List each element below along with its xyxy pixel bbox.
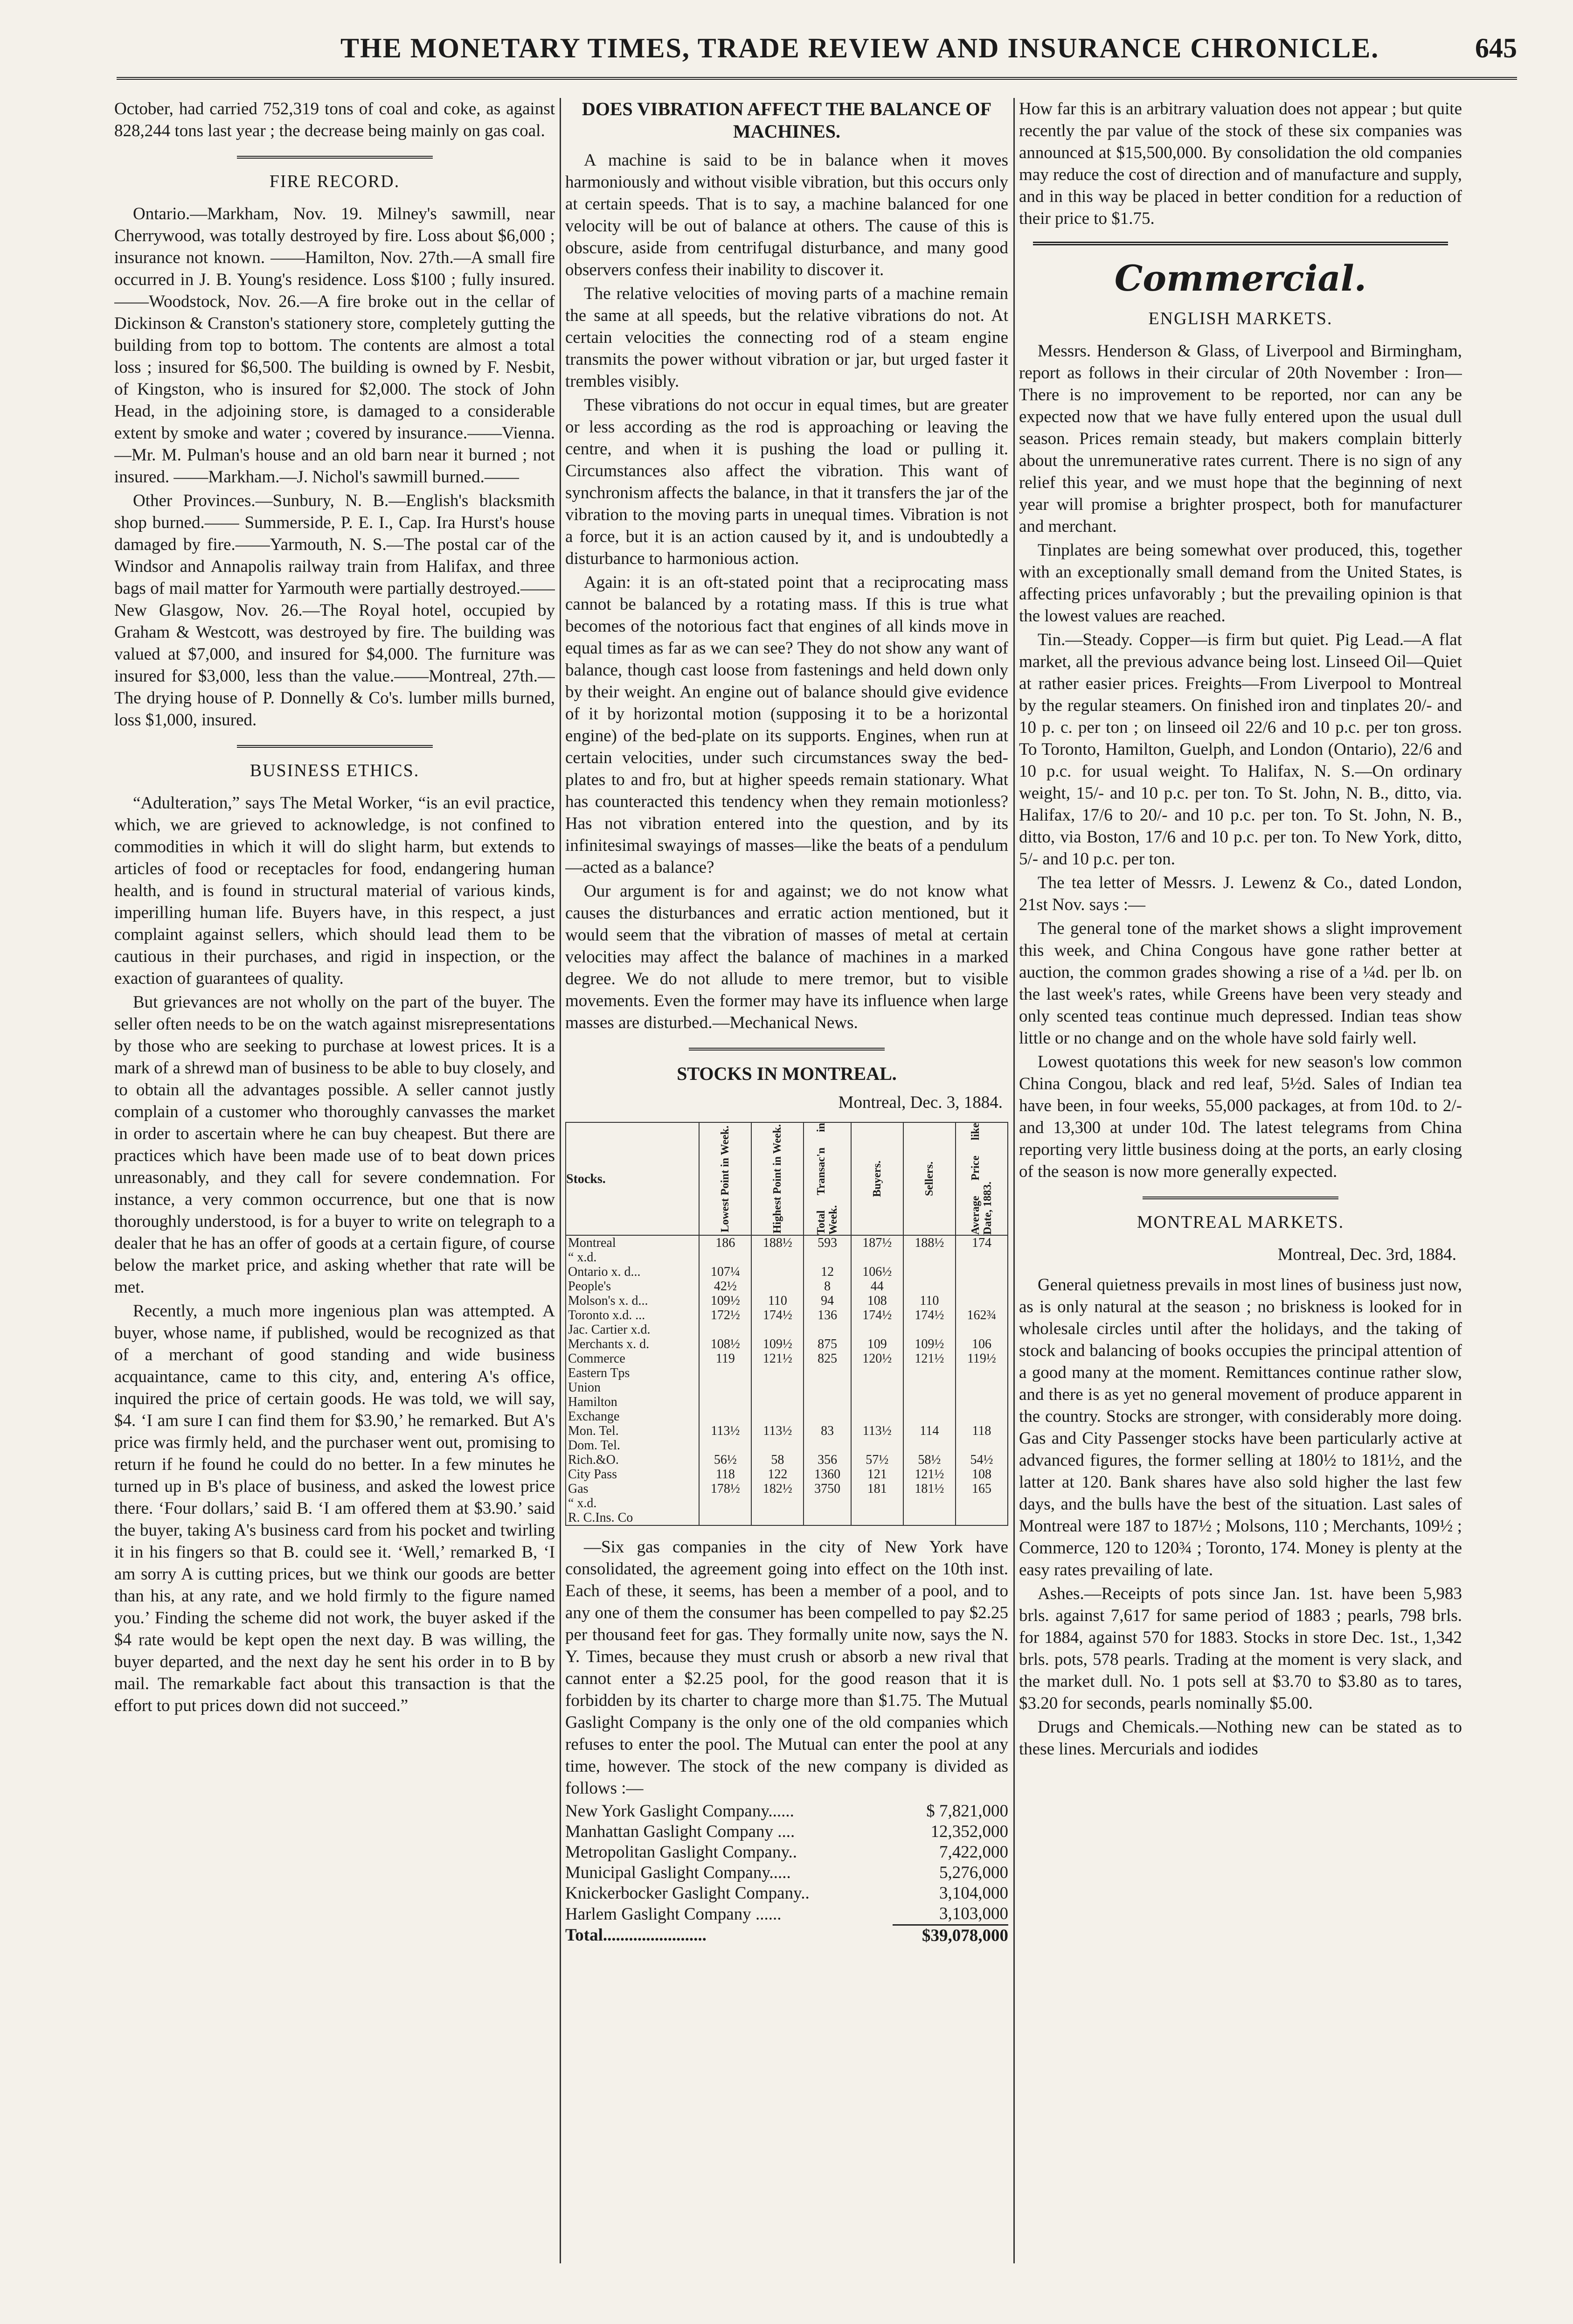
- stock-value: 178½: [699, 1482, 751, 1496]
- stock-value: [804, 1496, 851, 1510]
- stock-value: [699, 1510, 751, 1525]
- stock-value: [751, 1510, 804, 1525]
- stock-value: 109½: [751, 1337, 804, 1351]
- fire-record-ontario: Ontario.—Markham, Nov. 19. Milney's sawmill, near Cherrywood, was totally destroyed by fire. Loss about $6,000 ; insurance not known. ——Hamilton, Nov. 27th.—A small fire occurred in J. B. Young's residence. Loss $100 ; fully insured.——Woodstock, Nov. 26.—A fire broke out in the cellar of Dickinson & Cranston's stationery store, completely gutting the building from top to bottom. The contents are almost a total loss ; insured for $6,500. The building is owned by F. Nesbit, of Kingston, who is insured for $2,000. The stock of John Head, in the adjoining store, is damaged to a considerable extent by smoke and water ; covered by insurance.——Vienna.—Mr. M. Pulman's house and an old barn near it burned ; not insured. ——Markham.—J. Nichol's sawmill burned.——: [114, 204, 555, 487]
- stock-name: Eastern Tps: [566, 1366, 699, 1380]
- section-divider: [689, 1048, 885, 1051]
- stocks-table: [565, 1122, 1008, 1526]
- stock-value: [751, 1279, 804, 1294]
- total-label: Total........................: [565, 1926, 707, 1945]
- stocks-header-row: [566, 1122, 1008, 1235]
- section-divider: [1033, 242, 1448, 245]
- column-rule: [1013, 98, 1015, 2263]
- stock-value: 188½: [903, 1235, 956, 1250]
- stock-name: Rich.&O.: [566, 1453, 699, 1467]
- stock-value: [956, 1438, 1008, 1453]
- stock-value: [903, 1496, 956, 1510]
- gas-company-amount: 3,104,000: [939, 1884, 1008, 1903]
- stock-value: 825: [804, 1351, 851, 1366]
- stock-value: 162¾: [956, 1308, 1008, 1322]
- stock-value: [851, 1496, 903, 1510]
- stock-value: [956, 1250, 1008, 1265]
- stock-value: 113½: [751, 1424, 804, 1438]
- stock-value: [699, 1438, 751, 1453]
- gas-company-name: New York Gaslight Company......: [565, 1802, 794, 1821]
- stock-value: [699, 1366, 751, 1380]
- column-middle: [565, 98, 1008, 2263]
- total-row: [565, 1925, 1008, 1947]
- stocks-row: [566, 1496, 1008, 1510]
- stock-name: City Pass: [566, 1467, 699, 1482]
- stock-value: [956, 1510, 1008, 1525]
- stock-value: [956, 1409, 1008, 1424]
- stock-value: [956, 1265, 1008, 1279]
- stock-value: 56½: [699, 1453, 751, 1467]
- stock-value: [699, 1496, 751, 1510]
- stock-value: 58½: [903, 1453, 956, 1467]
- stock-value: 119½: [956, 1351, 1008, 1366]
- stock-value: 108: [956, 1467, 1008, 1482]
- fire-record-other-provinces: Other Provinces.—Sunbury, N. B.—English's blacksmith shop burned.—— Summerside, P. E. I., Cap. Ira Hurst's house damaged by fire.——Yarmouth, N. S.—The postal car of the Windsor and Annapolis railway train from Halifax, and three bags of mail matter for Yarmouth were partially destroyed.——New Glasgow, Nov. 26.—The Royal hotel, occupied by Graham & Westcott, was destroyed by fire. The building was valued at $7,000, and insured for $4,000. The furniture was insured for $3,000, less than the value.——Montreal, 27th.—The drying house of P. Donnelly & Co's. lumber mills burned, loss $1,000, insured.: [114, 491, 555, 730]
- english-markets-paragraph: The general tone of the market shows a slight improvement this week, and China Congous have gone rather better at auction, the common grades showing a rise of a ¼d. per lb. on the last week's rates, while Greens have been very steady and only scented teas continue much depressed. Indian teas show little or no change and on the whole have sold fairly well.: [1019, 919, 1462, 1048]
- stock-value: 113½: [851, 1424, 903, 1438]
- stock-value: [903, 1279, 956, 1294]
- stock-value: 120½: [851, 1351, 903, 1366]
- montreal-markets-heading: MONTREAL MARKETS.: [1136, 1212, 1344, 1232]
- stock-value: 121½: [903, 1467, 956, 1482]
- stocks-row: [566, 1510, 1008, 1525]
- stock-value: [851, 1366, 903, 1380]
- stock-value: 118: [956, 1424, 1008, 1438]
- stock-name: R. C.Ins. Co: [566, 1510, 699, 1525]
- gas-consolidation-paragraph: —Six gas companies in the city of New York have consolidated, the agreement going into effect on the 10th inst. Each of these, it seems, has been a member of a pool, and to any one of them the consumer has been compelled to pay $2.25 per thousand feet for gas. They formally unite now, says the N. Y. Times, because they must crush or absorb a new rival that cannot enter a $2.25 pool, for the good reason that it is forbidden by its charter to charge more than $1.75. The Mutual Gaslight Company is the only one of the old companies which refuses to enter the pool. The Mutual can enter the pool at any time, however. The stock of the new company is divided as follows :—: [565, 1538, 1008, 1798]
- stock-name: Exchange: [566, 1409, 699, 1424]
- vibration-paragraph: Again: it is an oft-stated point that a reciprocating mass cannot be balanced by a rotating mass. If this is true what becomes of the notorious fact that engines of all kinds move in equal times as far as we can see? They do not show any want of balance, though cast loose from fastenings and held down only by their weight. An engine out of balance should give evidence of it by horizontal motion (supposing it to be a horizontal engine) of the bed-plate on its supports. Engines, when run at certain velocities, under such circumstances sway the bed-plates to and fro, but at higher speeds remain stationary. What has counteracted this tendency when they remain motionless? Has not vibration entered into the question, and by its infinitesimal swayings of masses—like the beats of a pendulum—acted as a balance?: [565, 573, 1008, 877]
- montreal-markets-paragraph: Drugs and Chemicals.—Nothing new can be stated as to these lines. Mercurials and iodides: [1019, 1718, 1462, 1759]
- stock-value: 187½: [851, 1235, 903, 1250]
- stock-value: 186: [699, 1235, 751, 1250]
- coal-paragraph: October, had carried 752,319 tons of coal and coke, as against 828,244 tons last year ; the decrease being mainly on gas coal.: [114, 99, 555, 140]
- stock-value: [804, 1366, 851, 1380]
- page-number: 645: [1475, 33, 1517, 63]
- vibration-paragraph: A machine is said to be in balance when it moves harmoniously and without visible vibration, but this occurs only at certain speeds. That is to say, a machine balanced for one velocity will be out of balance at others. The cause of this is obscure, aside from centrifugal disturbance, and many good observers confess their inability to discover it.: [565, 151, 1008, 279]
- stocks-row: [566, 1482, 1008, 1496]
- stock-value: 12: [804, 1265, 851, 1279]
- stocks-col-header: Average Price like Date, 1883.: [956, 1122, 1008, 1235]
- gas-companies-table: [565, 1801, 1008, 1946]
- stock-value: 8: [804, 1279, 851, 1294]
- column-left: [114, 98, 555, 2263]
- stock-value: 109: [851, 1337, 903, 1351]
- gas-company-name: Metropolitan Gaslight Company..: [565, 1843, 797, 1862]
- stocks-row: [566, 1294, 1008, 1308]
- stocks-col-header: Stocks.: [566, 1122, 699, 1235]
- stocks-row: [566, 1265, 1008, 1279]
- stock-value: 108½: [699, 1337, 751, 1351]
- stock-name: Hamilton: [566, 1395, 699, 1409]
- stock-value: 83: [804, 1424, 851, 1438]
- gas-company-name: Harlem Gaslight Company ......: [565, 1904, 782, 1924]
- stock-value: [851, 1250, 903, 1265]
- english-markets-paragraph: Tinplates are being somewhat over produced, this, together with an exceptionally small demand from the United States, is affecting prices unfavorably ; but the prevailing opinion is that the lowest values are reached.: [1019, 541, 1462, 626]
- stock-name: Montreal: [566, 1235, 699, 1250]
- stock-value: [903, 1510, 956, 1525]
- stock-value: 356: [804, 1453, 851, 1467]
- stocks-row: [566, 1337, 1008, 1351]
- gas-company-row: [565, 1883, 1008, 1904]
- stock-value: 109½: [903, 1337, 956, 1351]
- stock-value: 136: [804, 1308, 851, 1322]
- stock-value: 875: [804, 1337, 851, 1351]
- stock-value: 188½: [751, 1235, 804, 1250]
- stock-value: [751, 1366, 804, 1380]
- stock-value: [699, 1322, 751, 1337]
- stock-value: 174½: [851, 1308, 903, 1322]
- stock-value: 593: [804, 1235, 851, 1250]
- stock-value: [751, 1265, 804, 1279]
- stocks-row: [566, 1351, 1008, 1366]
- stock-value: [699, 1380, 751, 1395]
- gas-company-row: [565, 1842, 1008, 1863]
- stock-value: 165: [956, 1482, 1008, 1496]
- stock-value: 106: [956, 1337, 1008, 1351]
- gas-company-name: Knickerbocker Gaslight Company..: [565, 1884, 810, 1903]
- gas-company-name: Municipal Gaslight Company.....: [565, 1863, 791, 1882]
- stock-value: [804, 1322, 851, 1337]
- stock-value: 118: [699, 1467, 751, 1482]
- gas-company-row: [565, 1822, 1008, 1842]
- stock-value: 114: [903, 1424, 956, 1438]
- stocks-row: [566, 1409, 1008, 1424]
- stock-value: [804, 1510, 851, 1525]
- stocks-row: [566, 1438, 1008, 1453]
- column-rule: [560, 98, 561, 2263]
- vibration-paragraph: These vibrations do not occur in equal times, but are greater or less according as the rod is approaching or leaving the centre, and when it is pushing the load or pulling it. Circumstances also affect the vibration. This want of synchronism affects the balance, in that it transfers the jar of the vibration to the moving parts in unequal times. Vibration is not a force, but it is an action caused by it, and is undoubtedly a disturbance to harmonious action.: [565, 396, 1008, 568]
- stock-value: [804, 1409, 851, 1424]
- stocks-row: [566, 1467, 1008, 1482]
- stocks-col-header: Sellers.: [903, 1122, 956, 1235]
- stock-name: Dom. Tel.: [566, 1438, 699, 1453]
- section-divider: [237, 156, 433, 159]
- english-markets-paragraph: Lowest quotations this week for new season's low common China Congou, black and red leaf, 5½d. Sales of Indian tea have been, in four weeks, 55,000 packages, at from 10d. to 2/- and 13,300 at under 10d. The latest telegrams from China reporting very little business doing at the ports, an early closing of the season is now more generally expected.: [1019, 1052, 1462, 1181]
- stock-value: [751, 1250, 804, 1265]
- section-divider: [237, 745, 433, 748]
- stocks-row: [566, 1250, 1008, 1265]
- gas-company-amount: 5,276,000: [939, 1863, 1008, 1882]
- stock-value: 44: [851, 1279, 903, 1294]
- stock-name: Toronto x.d. ...: [566, 1308, 699, 1322]
- stock-value: 1360: [804, 1467, 851, 1482]
- stocks-col-header: Total Transac'n in Week.: [804, 1122, 851, 1235]
- column-right: [1019, 98, 1462, 2263]
- stock-value: 181½: [903, 1482, 956, 1496]
- commercial-heading: Commercial.: [1114, 257, 1367, 299]
- stock-value: 108: [851, 1294, 903, 1308]
- stock-value: 172½: [699, 1308, 751, 1322]
- stock-value: [956, 1496, 1008, 1510]
- fire-record-heading: FIRE RECORD.: [269, 172, 400, 191]
- total-amount: $39,078,000: [893, 1925, 1008, 1947]
- stock-value: [804, 1395, 851, 1409]
- stock-value: [751, 1409, 804, 1424]
- stock-value: [699, 1409, 751, 1424]
- english-markets-paragraph: Tin.—Steady. Copper—is firm but quiet. Pig Lead.—A flat market, all the previous advance being lost. Linseed Oil—Quiet at rather easier prices. Freights—From Liverpool to Montreal by the regular steamers. On finished iron and tinplates 20/- and 10 p. c. per ton ; on linseed oil 22/6 and 10 p.c. per ton gross. To Toronto, Hamilton, Guelph, and London (Ontario), 22/6 and 10 p.c. for usual weight. To Halifax, N. S.—On ordinary weight, 15/- and 10 p.c. per ton. To St. John, N. B., ditto, via. Halifax, 17/6 to 20/- and 10 p.c. per ton. To St. John, N. B., ditto, via Boston, 17/6 and 10 p.c. per ton. To New York, ditto, 5/- and 10 p.c. per ton.: [1019, 630, 1462, 869]
- stocks-row: [566, 1279, 1008, 1294]
- stock-value: 110: [751, 1294, 804, 1308]
- montreal-dateline: Montreal, Dec. 3rd, 1884.: [1277, 1245, 1456, 1264]
- stock-value: 122: [751, 1467, 804, 1482]
- vibration-heading: DOES VIBRATION AFFECT THE BALANCE OF MACHINES.: [582, 98, 992, 142]
- stock-value: 57½: [851, 1453, 903, 1467]
- ethics-paragraph: “Adulteration,” says The Metal Worker, “is an evil practice, which, we are grieved to acknowledge, is not confined to commodities in which it will do slight harm, but extends to articles of food or receptacles for food, endangering human health, and is found in structural material of various kinds, imperilling human life. Buyers have, in this respect, a just complaint against sellers, which should lead them to be cautious in their purchases, and rigid in inspection, or the exaction of guarantees of quality.: [114, 793, 555, 988]
- stock-value: [804, 1380, 851, 1395]
- stock-value: [956, 1279, 1008, 1294]
- stock-value: [956, 1395, 1008, 1409]
- stocks-heading: STOCKS IN MONTREAL.: [677, 1063, 897, 1084]
- stock-name: Commerce: [566, 1351, 699, 1366]
- stock-value: [851, 1322, 903, 1337]
- stock-value: 42½: [699, 1279, 751, 1294]
- stock-value: [851, 1510, 903, 1525]
- stock-value: 182½: [751, 1482, 804, 1496]
- stocks-row: [566, 1380, 1008, 1395]
- gas-company-row: [565, 1863, 1008, 1883]
- stock-value: 174½: [751, 1308, 804, 1322]
- stock-value: 106½: [851, 1265, 903, 1279]
- stocks-row: [566, 1322, 1008, 1337]
- stock-name: People's: [566, 1279, 699, 1294]
- stock-value: [751, 1380, 804, 1395]
- stock-value: [903, 1265, 956, 1279]
- stock-name: Mon. Tel.: [566, 1424, 699, 1438]
- stock-value: [851, 1409, 903, 1424]
- stock-value: [903, 1380, 956, 1395]
- montreal-markets-paragraph: Ashes.—Receipts of pots since Jan. 1st. have been 5,983 brls. against 7,617 for same period of 1883 ; pearls, 798 brls. for 1884, against 570 for 1883. Stocks in store Dec. 1st., 1,342 brls. pots, 578 pearls. Trading at the moment is very slack, and the market dull. No. 1 pots sell at $3.70 to $3.80 as to tares, $3.20 for seconds, pearls nominally $5.00.: [1019, 1584, 1462, 1713]
- stock-value: 119: [699, 1351, 751, 1366]
- english-markets-paragraph: Messrs. Henderson & Glass, of Liverpool and Birmingham, report as follows in their circular of 20th November : Iron—There is no improvement to be reported, nor can any be expected now that we have fully entered upon the usual dull season. Prices remain steady, but makers complain bitterly about the unremunerative rates current. There is no sign of any relief this year, and we must hope that the beginning of next year will promise a brighter prospect, both for manufacturer and merchant.: [1019, 341, 1462, 536]
- stocks-col-header: Buyers.: [851, 1122, 903, 1235]
- section-divider: [1143, 1197, 1338, 1199]
- page-header: [117, 26, 1517, 80]
- vibration-paragraph: Our argument is for and against; we do not know what causes the disturbances and erratic action mentioned, but it would seem that the vibration of masses of metal at certain velocities may affect the balance of machines in a marked degree. We do not allude to mere tremor, but to visible movements. Even the former may have its influence when large masses are disturbed.—Mechanical News.: [565, 882, 1008, 1032]
- stock-name: Ontario x. d...: [566, 1265, 699, 1279]
- stocks-row: [566, 1235, 1008, 1250]
- stock-value: [956, 1380, 1008, 1395]
- running-title: THE MONETARY TIMES, TRADE REVIEW AND INSURANCE CHRONICLE.: [340, 33, 1379, 63]
- ethics-paragraph: But grievances are not wholly on the part of the buyer. The seller often needs to be on the watch against misrepresentations by those who are seeking to purchase at lowest prices. It is a mark of a shrewd man of business to be able to buy closely, and to obtain all the advantages possible. A seller cannot justly complain of a customer who thoroughly canvasses the market in order to ascertain where he can buy cheapest. But there are practices which have been made use of to beat down prices unreasonably, and they call for severe condemnation. For instance, a very common occurrence, but one that is now thoroughly understood, is for a buyer to write on telegraph to a dealer that he has an offer of goods at a certain figure, of course below the market price, and asking whether that rate will be met.: [114, 993, 555, 1297]
- stock-value: 109½: [699, 1294, 751, 1308]
- english-markets-paragraph: The tea letter of Messrs. J. Lewenz & Co., dated London, 21st Nov. says :—: [1019, 873, 1462, 914]
- stock-value: [903, 1409, 956, 1424]
- gas-valuation-paragraph: How far this is an arbitrary valuation does not appear ; but quite recently the par value of the stock of these six companies was announced at $15,500,000. By consolidation the old companies may reduce the cost of direction and of manufacture and supply, and in this way be placed in better condition for a reduction of their price to $1.75.: [1019, 99, 1462, 228]
- stock-value: [751, 1322, 804, 1337]
- stock-value: 174½: [903, 1308, 956, 1322]
- stock-name: Merchants x. d.: [566, 1337, 699, 1351]
- stocks-col-header: Highest Point in Week.: [751, 1122, 804, 1235]
- stock-value: [699, 1395, 751, 1409]
- stock-name: “ x.d.: [566, 1250, 699, 1265]
- stock-value: 181: [851, 1482, 903, 1496]
- stock-value: 107¼: [699, 1265, 751, 1279]
- stock-value: [903, 1438, 956, 1453]
- stock-value: [751, 1438, 804, 1453]
- gas-company-amount: 7,422,000: [939, 1843, 1008, 1862]
- vibration-paragraph: The relative velocities of moving parts of a machine remain the same at all speeds, but the relative vibrations do not. At certain velocities the connecting rod of a steam engine transmits the power without vibration or jar, but urged faster it trembles visibly.: [565, 284, 1008, 391]
- stock-value: [903, 1366, 956, 1380]
- gas-company-amount: $ 7,821,000: [926, 1802, 1008, 1821]
- stock-value: 58: [751, 1453, 804, 1467]
- stock-value: [903, 1250, 956, 1265]
- stock-value: 121½: [751, 1351, 804, 1366]
- stocks-row: [566, 1453, 1008, 1467]
- gas-company-name: Manhattan Gaslight Company ....: [565, 1822, 795, 1841]
- gas-company-amount: 12,352,000: [930, 1822, 1008, 1841]
- stocks-row: [566, 1424, 1008, 1438]
- stock-value: [804, 1438, 851, 1453]
- stock-value: [804, 1250, 851, 1265]
- stock-value: 174: [956, 1235, 1008, 1250]
- stock-value: 121½: [903, 1351, 956, 1366]
- stock-value: [851, 1380, 903, 1395]
- stocks-row: [566, 1395, 1008, 1409]
- stock-name: Gas: [566, 1482, 699, 1496]
- stock-value: 121: [851, 1467, 903, 1482]
- stock-value: 3750: [804, 1482, 851, 1496]
- stock-value: [851, 1395, 903, 1409]
- stock-value: [956, 1366, 1008, 1380]
- stock-name: “ x.d.: [566, 1496, 699, 1510]
- stock-value: 54½: [956, 1453, 1008, 1467]
- stock-value: [751, 1395, 804, 1409]
- ethics-paragraph: Recently, a much more ingenious plan was attempted. A buyer, whose name, if published, would be recognized as that of a merchant of good standing and wide business acquaintance, came to this city, and, entering A's office, inquired the price of certain goods. He was told, we will say, $4. ‘I am sure I can find them for $3.90,’ he remarked. But A's price was firmly held, and the purchaser went out, promising to return if he found he could do no better. In a few minutes he turned up in B's place of business, and asked the lowest price there. ‘Four dollars,’ said B. ‘I am offered them at $3.90.’ said the buyer, taking A's business card from his pocket and twirling it in his fingers so that B. could see it. ‘Well,’ remarked B, ‘I am sorry A is cutting prices, but we think our goods are better than his, at any rate, and we hold firmly to the figure named you.’ Finding the scheme did not work, the buyer asked if the $4 rate would be kept open the next day. B was willing, the buyer departed, and the next day he sent his order in to B by mail. The remarkable fact about this transaction is that the effort to put prices down did not succeed.”: [114, 1301, 555, 1715]
- stock-value: 113½: [699, 1424, 751, 1438]
- business-ethics-heading: BUSINESS ETHICS.: [249, 761, 420, 780]
- stock-value: [699, 1250, 751, 1265]
- stock-name: Union: [566, 1380, 699, 1395]
- stock-value: [956, 1294, 1008, 1308]
- stock-name: Molson's x. d...: [566, 1294, 699, 1308]
- stock-value: [751, 1496, 804, 1510]
- gas-company-amount: 3,103,000: [939, 1904, 1008, 1923]
- stock-value: [851, 1438, 903, 1453]
- gas-company-row: [565, 1801, 1008, 1822]
- stocks-dateline: Montreal, Dec. 3, 1884.: [838, 1093, 1003, 1112]
- stock-value: [956, 1322, 1008, 1337]
- stock-value: [903, 1395, 956, 1409]
- stocks-row: [566, 1308, 1008, 1322]
- stock-value: 110: [903, 1294, 956, 1308]
- stocks-col-header: Lowest Point in Week.: [699, 1122, 751, 1235]
- stock-value: 94: [804, 1294, 851, 1308]
- stock-name: Jac. Cartier x.d.: [566, 1322, 699, 1337]
- montreal-markets-paragraph: General quietness prevails in most lines of business just now, as is only natural at the season ; no briskness is looked for in wholesale circles until after the holidays, and the taking of stock and balancing of books occupies the principal attention of a good many at the moment. Remittances continue rather slow, and there is as yet no general movement of produce apparent in the country. Stocks are stronger, with considerably more doing. Gas and City Passenger stocks have been particularly active at advanced figures, the former selling at 180½ to 181½, and the latter at 120. Bank shares have also sold higher the last few days, and the bulls have the best of the situation. Last sales of Montreal were 187 to 187½ ; Molsons, 110 ; Merchants, 109½ ; Commerce, 120 to 120¾ ; Toronto, 174. Money is plenty at the easy rates prevailing of late.: [1019, 1275, 1462, 1579]
- stock-value: [903, 1322, 956, 1337]
- stocks-row: [566, 1366, 1008, 1380]
- english-markets-heading: ENGLISH MARKETS.: [1148, 309, 1333, 328]
- gas-company-row: [565, 1904, 1008, 1925]
